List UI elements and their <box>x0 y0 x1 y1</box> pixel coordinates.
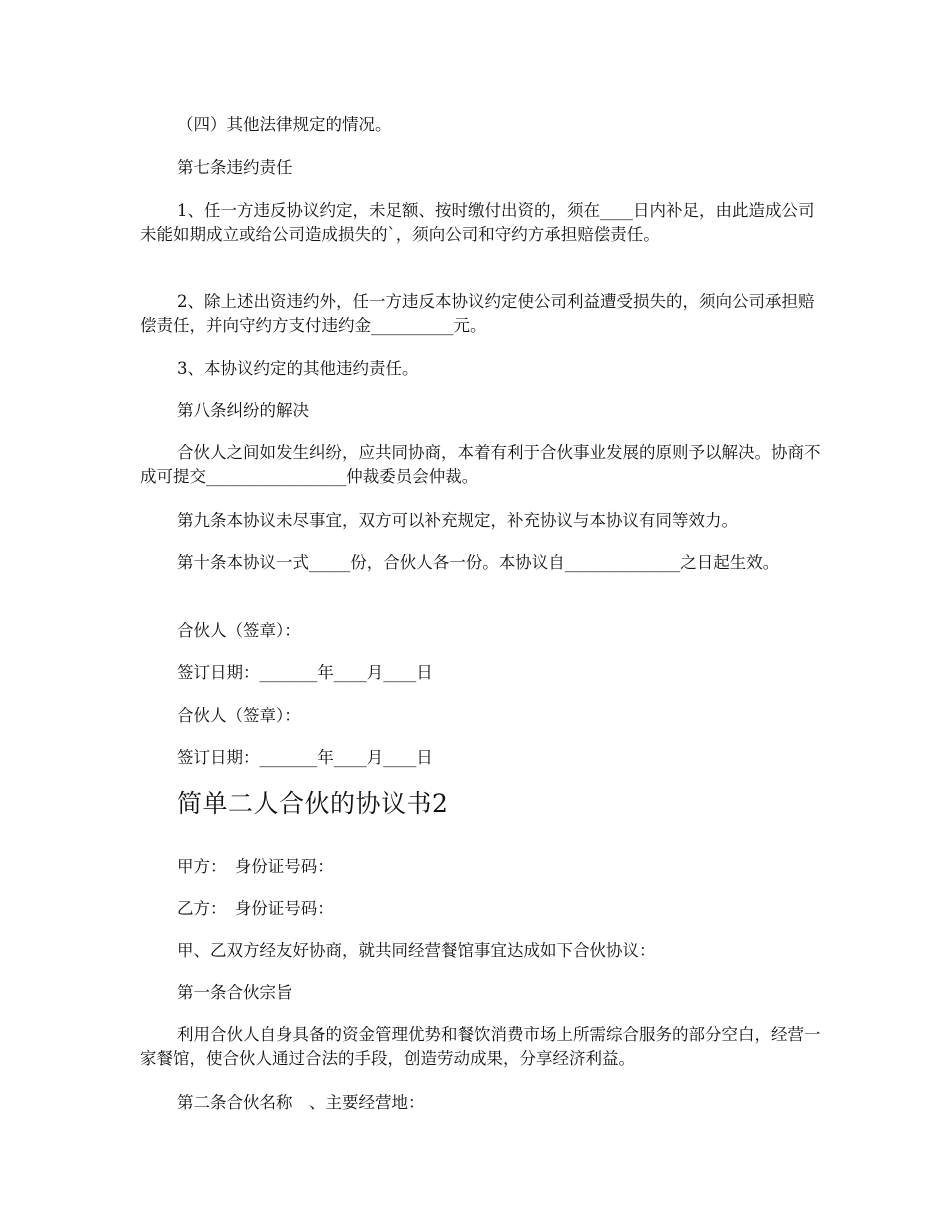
partner-signature-2: 合伙人（签章）： <box>177 706 301 725</box>
section-title-article-1: 第一条合伙宗旨 <box>177 983 293 1002</box>
paragraph-breach-1: 1、任一方违反协议约定，未足额、按时缴付出资的，须在____日内补足，由此造成公司未能如期成立或给公司造成损失的`，须向公司和守约方承担赔偿责任。 <box>140 201 815 244</box>
section-title-article-2: 第二条合伙名称 、主要经营地： <box>177 1093 425 1112</box>
party-b-line: 乙方： 身份证号码： <box>177 899 334 918</box>
sign-date-2: 签订日期：_______年____月____日 <box>177 748 433 767</box>
paragraph-purpose: 利用合伙人自身具备的资金管理优势和餐饮消费市场上所需综合服务的部分空白，经营一家餐馆，使合伙人通过合法的手段，创造劳动成果，分享经济利益。 <box>140 1025 821 1068</box>
paragraph-intro: 甲、乙双方经友好协商，就共同经营餐馆事宜达成如下合伙协议： <box>177 941 656 960</box>
partner-signature-1: 合伙人（签章）： <box>177 621 301 640</box>
section-title-article-8: 第八条纠纷的解决 <box>177 401 309 420</box>
paragraph-breach-3: 3、本协议约定的其他违约责任。 <box>177 359 419 378</box>
sign-date-1: 签订日期：_______年____月____日 <box>177 663 433 682</box>
paragraph-item-4-other-law: （四）其他法律规定的情况。 <box>177 115 392 134</box>
section-title-article-7: 第七条违约责任 <box>177 158 293 177</box>
document-heading: 简单二人合伙的协议书2 <box>177 789 449 818</box>
paragraph-article-10: 第十条本协议一式_____份，合伙人各一份。本协议自______________之日起生效。 <box>177 553 780 572</box>
paragraph-article-9: 第九条本协议未尽事宜，双方可以补充规定，补充协议与本协议有同等效力。 <box>177 511 738 530</box>
paragraph-dispute: 合伙人之间如发生纠纷，应共同协商，本着有利于合伙事业发展的原则予以解决。协商不成可提交_________________仲裁委员会仲裁。 <box>140 443 821 486</box>
party-a-line: 甲方： 身份证号码： <box>177 857 334 876</box>
paragraph-breach-2: 2、除上述出资违约外，任一方违反本协议约定使公司利益遭受损失的，须向公司承担赔偿责任，并向守约方支付违约金__________元。 <box>140 292 815 335</box>
